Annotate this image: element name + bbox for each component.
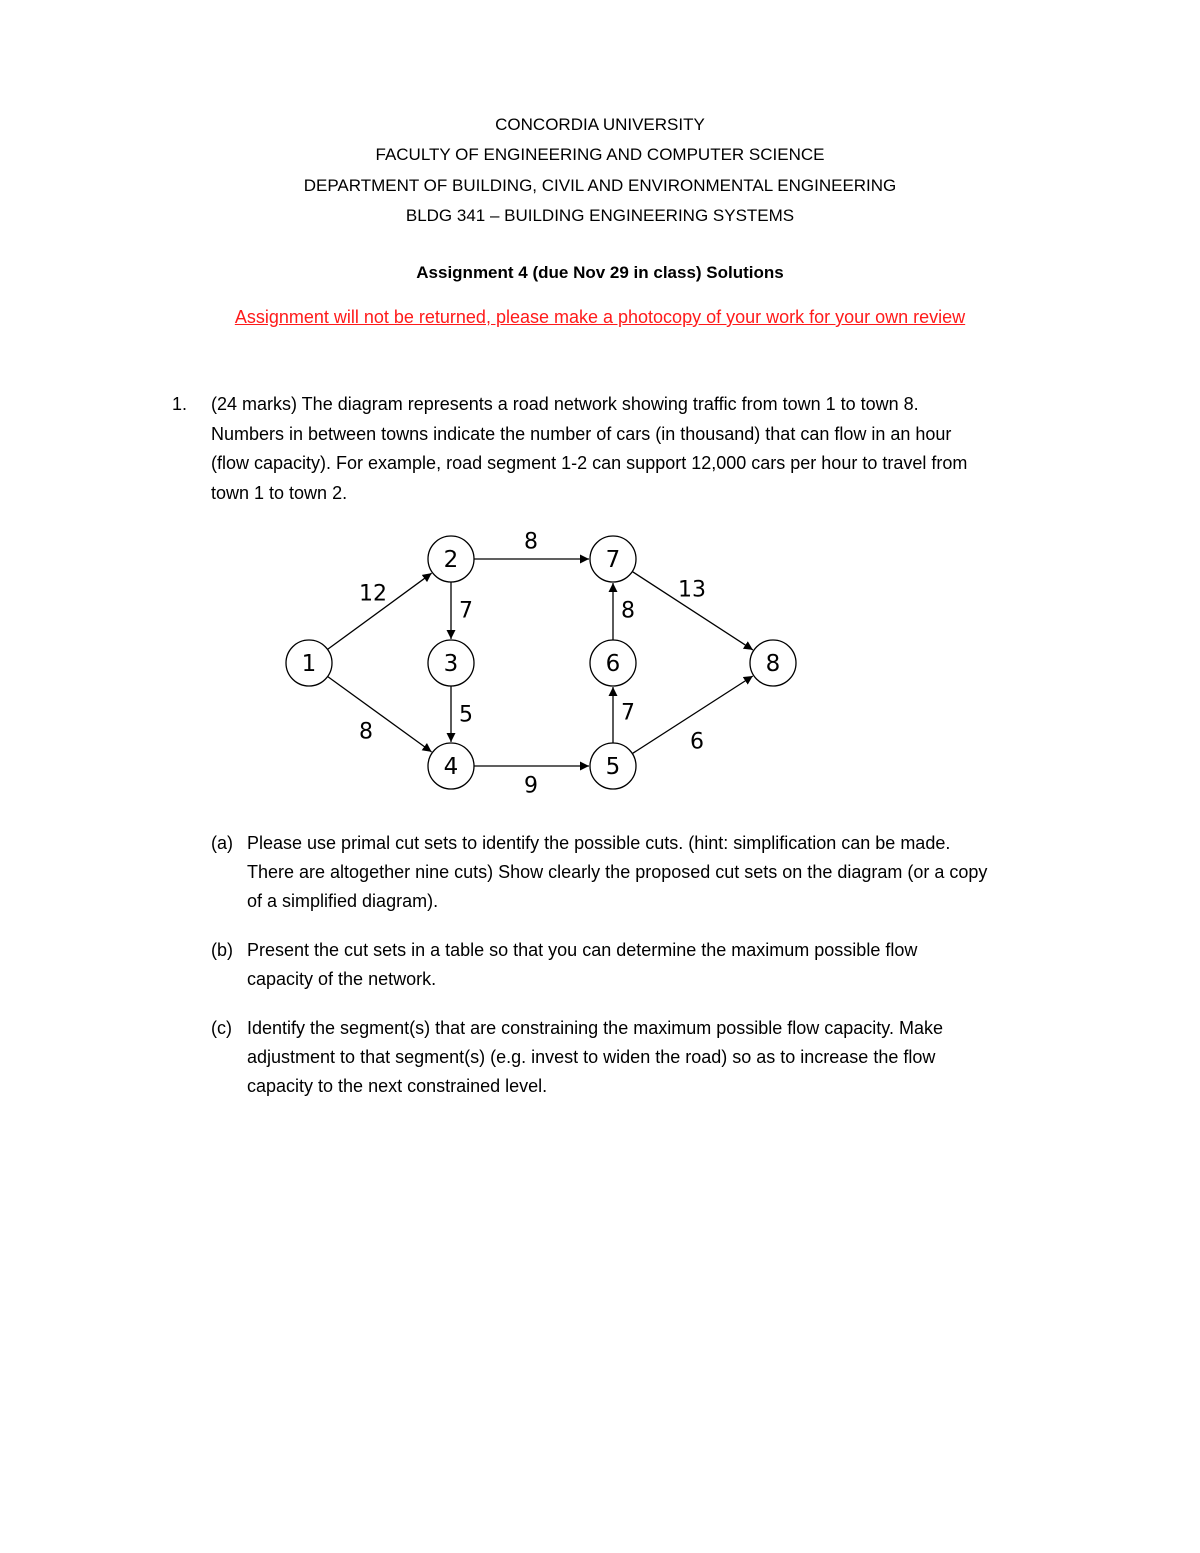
part-b-label: (b)	[211, 940, 233, 960]
node-label: 8	[765, 651, 781, 677]
part-c-line: Identify the segment(s) that are constraining the maximum possible flow capacity. Make	[247, 1018, 943, 1038]
node-label: 5	[605, 754, 621, 780]
capacity-label-6-7: 8	[621, 598, 635, 624]
department-name: DEPARTMENT OF BUILDING, CIVIL AND ENVIRONMENTAL ENGINEERING	[303, 176, 897, 195]
question-line: (24 marks) The diagram represents a road network showing traffic from town 1 to town 8.	[211, 394, 919, 414]
part-c-text	[247, 1014, 1077, 1101]
capacity-label-4-5: 9	[524, 773, 538, 799]
node-label: 7	[605, 547, 621, 573]
node-3	[428, 640, 474, 686]
part-a-line: There are altogether nine cuts) Show clearly the proposed cut sets on the diagram (or a copy	[247, 862, 988, 882]
node-5	[590, 743, 636, 789]
university-name: CONCORDIA UNIVERSITY	[495, 115, 705, 134]
course-name: BLDG 341 – BUILDING ENGINEERING SYSTEMS	[405, 206, 795, 225]
return-notice: Assignment will not be returned, please make a photocopy of your work for your own review	[234, 307, 966, 327]
part-a-text	[247, 829, 1077, 916]
part-c-line: adjustment to that segment(s) (e.g. invest to widen the road) so as to increase the flow	[247, 1047, 936, 1067]
assignment-title: Assignment 4 (due Nov 29 in class) Solutions	[416, 263, 784, 282]
node-1	[286, 640, 332, 686]
capacity-label-2-7: 8	[524, 529, 538, 555]
question-line: Numbers in between towns indicate the number of cars (in thousand) that can flow in an hour	[211, 423, 952, 444]
node-6	[590, 640, 636, 686]
node-8	[750, 640, 796, 686]
node-2	[428, 536, 474, 582]
part-c-label: (c)	[211, 1018, 232, 1038]
question-line: (flow capacity). For example, road segment 1-2 can support 12,000 cars per hour to travel from	[211, 453, 968, 473]
edge-1-4	[328, 677, 432, 752]
part-a-line: of a simplified diagram).	[247, 891, 439, 911]
question-line: town 1 to town 2.	[211, 482, 348, 503]
capacity-label-2-3: 7	[459, 598, 473, 624]
part-b-line: Present the cut sets in a table so that you can determine the maximum possible flow	[247, 940, 918, 960]
part-b-text	[247, 936, 1077, 994]
part-c-line: capacity to the next constrained level.	[247, 1076, 548, 1096]
capacity-label-1-2: 12	[359, 581, 387, 607]
capacity-label-5-8: 6	[690, 729, 704, 755]
node-4	[428, 743, 474, 789]
capacity-label-3-4: 5	[459, 702, 473, 728]
node-label: 6	[605, 651, 621, 677]
node-7	[590, 536, 636, 582]
part-b-line: capacity of the network.	[247, 969, 437, 989]
node-label: 4	[443, 754, 459, 780]
faculty-name: FACULTY OF ENGINEERING AND COMPUTER SCIENCE	[375, 145, 825, 164]
node-label: 1	[301, 651, 317, 677]
node-label: 2	[443, 547, 459, 573]
capacity-label-5-6: 7	[621, 700, 635, 726]
node-label: 3	[443, 651, 459, 677]
capacity-label-7-8: 13	[678, 577, 706, 603]
part-a-label: (a)	[211, 833, 233, 853]
capacity-label-1-4: 8	[359, 719, 373, 745]
part-a-line: Please use primal cut sets to identify the possible cuts. (hint: simplification can be made.	[247, 833, 951, 853]
question-number: 1.	[172, 394, 188, 414]
